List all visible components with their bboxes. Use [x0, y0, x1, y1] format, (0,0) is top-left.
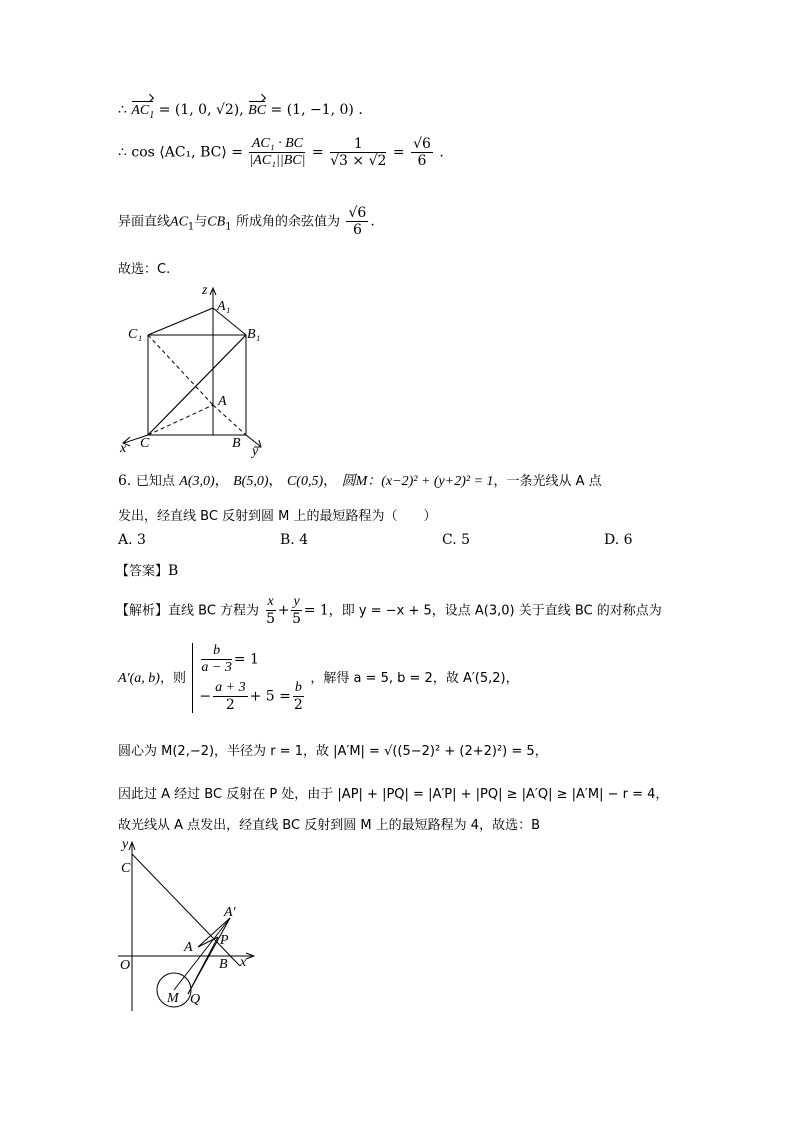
label-p: P: [220, 933, 229, 948]
diag-c1-a: [148, 335, 213, 405]
label-a: A: [218, 394, 227, 409]
cosine-line: ∴ cos ⟨AC₁, BC⟩ = $\frac{\text{AC₁ · BC}}{\text{|AC₁||BC|}}$ = $\frac{1}{√3 \times √2}$ = $\frac{√6}{6}$ .: [118, 136, 444, 170]
label-x: x: [120, 441, 127, 456]
seg-a2-m: [174, 918, 230, 990]
cosine-conclusion: 异面直线$AC_1$与$CB_1$ 所成角的余弦值为 $\frac{√6}{6}$ .: [118, 205, 375, 239]
label-c: C: [140, 436, 150, 451]
edge-a-b: [213, 405, 246, 435]
reflection-figure: [112, 836, 262, 1016]
label-a-prime: A′: [224, 905, 236, 920]
analysis-line-5: 故光线从 A 点发出，经直线 BC 反射到圆 M 上的最短路程为 4，故选：B: [118, 818, 540, 833]
answer-line: 【答案】B: [116, 563, 179, 579]
diag-c-b1: [148, 335, 246, 435]
label-o: O: [120, 958, 131, 973]
question-6-line-2: 发出，经直线 BC 反射到圆 M 上的最短路程为（ ）: [118, 509, 437, 524]
label-y: y: [122, 837, 129, 852]
vector-ac1-line: ∴ $AC_1 = (1$, 0, √2), BC = (1, −1, 0) .: [118, 102, 363, 121]
edge-c1-a1: [148, 308, 213, 335]
analysis-line-1: 【解析】直线 BC 方程为 $\frac{x}{5}$ + $\frac{y}{5}$ = 1，即 y = −x + 5，设点 A(3,0) 关于直线 BC 的对称点为: [116, 594, 662, 628]
question-6-line-1: 6. 已知点 A(3,0)， B(5,0)， C(0,5)， 圆M：(x−2)² + (y+2)² = 1，一条光线从 A 点: [118, 473, 602, 489]
prism-figure: [118, 280, 278, 460]
answer-c: 故选：C.: [118, 262, 171, 277]
edge-a-c: [148, 405, 213, 435]
option-d[interactable]: D. 6: [604, 532, 633, 548]
label-b1: B₁: [247, 327, 261, 342]
label-c: C: [121, 861, 131, 876]
option-c[interactable]: C. 5: [442, 532, 471, 548]
option-a[interactable]: A. 3: [118, 532, 146, 548]
analysis-system: A′(a, b)，则 $\frac{b}{a - 3}$ = 1 − $\frac{a + 3}{2}$ + 5 = $\frac{b}{2}$ ，解得 a = 5, b = 2，故 A′(5,2)，: [118, 643, 519, 714]
label-c1: C₁: [128, 327, 143, 342]
label-a: A: [184, 940, 193, 955]
label-z: z: [202, 283, 208, 298]
label-b: B: [219, 957, 228, 972]
label-m: M: [167, 991, 179, 1006]
option-b[interactable]: B. 4: [280, 532, 309, 548]
label-b: B: [232, 436, 241, 451]
analysis-line-4: 因此过 A 经过 BC 反射在 P 处，由于 |AP| + |PQ| = |A′P| + |PQ| ≥ |A′Q| ≥ |A′M| − r = 4，: [118, 787, 669, 802]
analysis-line-3: 圆心为 M(2,−2)，半径为 r = 1，故 |A′M| = √((5−2)² + (2+2)²) = 5，: [118, 744, 548, 759]
label-q: Q: [190, 992, 201, 1007]
label-y: y: [252, 444, 259, 459]
label-a1: A₁: [217, 299, 231, 314]
label-x: x: [240, 955, 247, 970]
